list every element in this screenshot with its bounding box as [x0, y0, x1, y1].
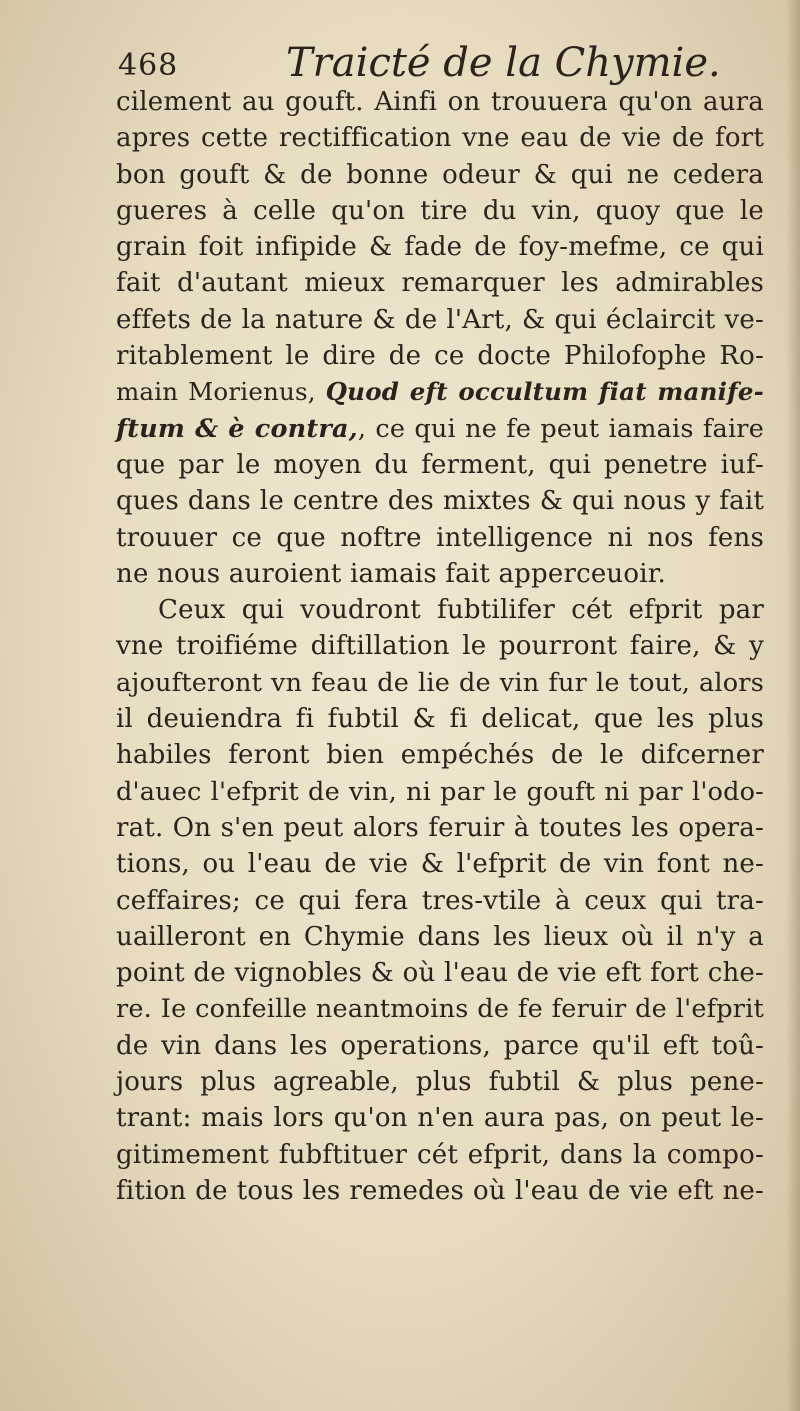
text-line: habiles feront bien empéchés de le difcerner	[116, 740, 764, 771]
text-line: effets de la nature & de l'Art, & qui éclaircit ve-	[116, 304, 764, 335]
text-line: bon gouft & de bonne odeur & qui ne cedera	[116, 159, 764, 190]
body-text	[116, 84, 764, 1209]
text-line: ques dans le centre des mixtes & qui nous y fait	[116, 486, 764, 517]
text-line-with-quote	[116, 374, 764, 410]
text-line: vne troifiéme diftillation le pourront faire, & y	[116, 631, 764, 662]
text-line: rat. On s'en peut alors feruir à toutes les opera-	[116, 812, 764, 843]
latin-quote: Quod eft occultum fiat manife-	[325, 377, 765, 407]
latin-quote: ftum & è contra,	[116, 413, 358, 444]
text-line: trant: mais lors qu'on n'en aura pas, on peut le-	[116, 1103, 764, 1134]
text-line: ritablement le dire de ce docte Philofophe Ro-	[116, 341, 764, 372]
text-line: grain foit infipide & fade de foy-mefme, ce qui	[116, 232, 764, 263]
text-line: de vin dans les operations, parce qu'il eft toû-	[116, 1030, 764, 1061]
text-line-with-quote	[116, 411, 764, 447]
text-line: cilement au gouft. Ainfi on trouuera qu'on aura	[116, 87, 764, 117]
text-line: re. Ie confeille neantmoins de fe feruir de l'efprit	[116, 994, 764, 1025]
text-line: point de vignobles & où l'eau de vie eft fort che-	[116, 958, 764, 989]
text-line: d'auec l'efprit de vin, ni par le gouft ni par l'odo-	[116, 776, 764, 807]
text-line: tions, ou l'eau de vie & l'efprit de vin font ne-	[116, 849, 764, 880]
text-line: que par le moyen du ferment, qui penetre iuf-	[116, 449, 764, 480]
text-run: , ce qui ne fe peut iamais faire	[357, 413, 764, 444]
text-line: ne nous auroient iamais fait apperceuoir.	[116, 558, 666, 589]
text-line: gitimement fubftituer cét efprit, dans la compo-	[116, 1139, 764, 1170]
text-line: apres cette rectiffication vne eau de vie de fort	[116, 123, 764, 154]
text-line: fition de tous les remedes où l'eau de vie eft ne-	[116, 1175, 764, 1206]
text-line: ajoufteront vn feau de lie de vin fur le tout, alors	[116, 667, 764, 698]
text-line: jours plus agreable, plus fubtil & plus pene-	[116, 1067, 764, 1098]
text-line: trouuer ce que noftre intelligence ni nos fens	[116, 522, 764, 553]
text-line: il deuiendra fi fubtil & fi delicat, que les plus	[116, 704, 764, 735]
text-line: gueres à celle qu'on tire du vin, quoy que le	[116, 195, 764, 226]
text-line: fait d'autant mieux remarquer les admirables	[116, 268, 764, 299]
running-title: Traicté de la Chymie.	[286, 40, 721, 86]
text-run: main Morienus,	[116, 377, 316, 407]
text-line: ceffaires; ce qui fera tres-vtile à ceux qui tra-	[116, 885, 764, 916]
text-line: uailleront en Chymie dans les lieux où il n'y a	[116, 921, 764, 952]
page-edge-shadow	[786, 0, 800, 1411]
text-line: Ceux qui voudront fubtilifer cét efprit par	[158, 595, 764, 626]
page-number: 468	[118, 48, 179, 83]
